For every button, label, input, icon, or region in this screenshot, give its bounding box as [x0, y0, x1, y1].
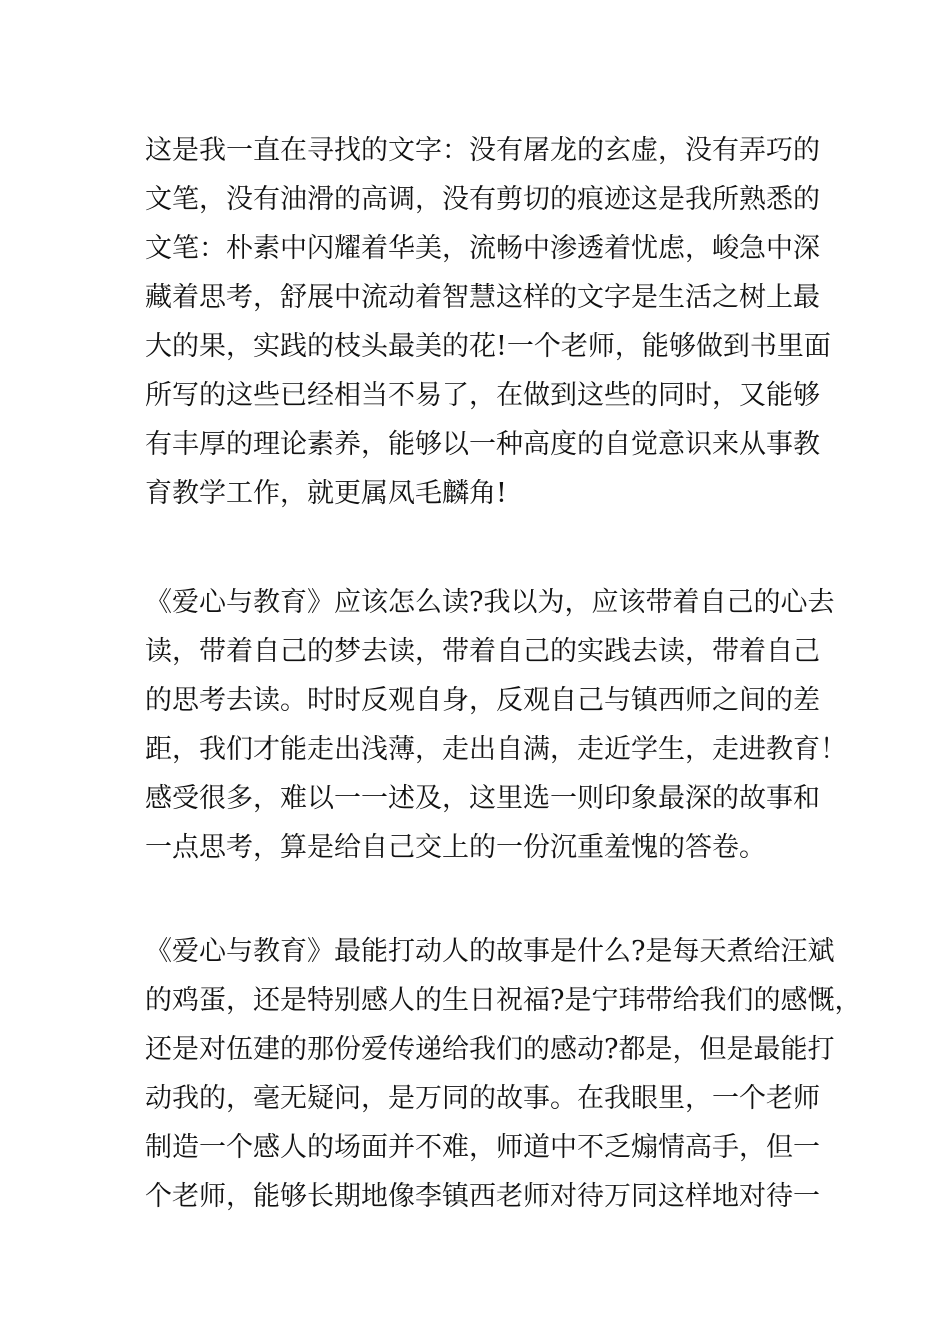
text-line: 感受很多，难以一一述及，这里选一则印象最深的故事和	[145, 783, 820, 814]
text-line: 的鸡蛋，还是特别感人的生日祝福?是宁玮带给我们的感慨，	[145, 985, 862, 1016]
paragraph-2	[145, 578, 847, 872]
text-line: 动我的，毫无疑问，是万同的故事。在我眼里，一个老师	[145, 1083, 820, 1114]
text-line: 的思考去读。时时反观自身，反观自己与镇西师之间的差	[145, 685, 820, 716]
text-line: 藏着思考，舒展中流动着智慧这样的文字是生活之树上最	[145, 282, 820, 313]
text-line: 文笔：朴素中闪耀着华美，流畅中渗透着忧虑，峻急中深	[145, 233, 820, 264]
text-line: 还是对伍建的那份爱传递给我们的感动?都是，但是最能打	[145, 1034, 835, 1065]
text-line: 大的果，实践的枝头最美的花!一个老师，能够做到书里面	[145, 331, 831, 362]
text-line: 文笔，没有油滑的高调，没有剪切的痕迹这是我所熟悉的	[145, 184, 820, 215]
text-line: 有丰厚的理论素养，能够以一种高度的自觉意识来从事教	[145, 429, 820, 460]
text-line: 育教学工作，就更属凤毛麟角!	[145, 478, 507, 509]
text-line: 这是我一直在寻找的文字：没有屠龙的玄虚，没有弄巧的	[145, 135, 820, 166]
text-line: 制造一个感人的场面并不难，师道中不乏煽情高手，但一	[145, 1132, 820, 1163]
text-line: 《爱心与教育》应该怎么读?我以为，应该带着自己的心去	[145, 587, 835, 618]
text-line: 距，我们才能走出浅薄，走出自满，走近学生，走进教育！	[145, 734, 847, 765]
text-line: 个老师，能够长期地像李镇西老师对待万同这样地对待一	[145, 1181, 820, 1212]
text-line: 《爱心与教育》最能打动人的故事是什么?是每天煮给汪斌	[145, 936, 835, 967]
text-line: 一点思考，算是给自己交上的一份沉重羞愧的答卷。	[145, 832, 766, 863]
paragraph-3	[145, 927, 862, 1221]
text-line: 所写的这些已经相当不易了，在做到这些的同时，又能够	[145, 380, 820, 411]
text-line: 读，带着自己的梦去读，带着自己的实践去读，带着自己	[145, 636, 820, 667]
paragraph-1	[145, 126, 831, 518]
